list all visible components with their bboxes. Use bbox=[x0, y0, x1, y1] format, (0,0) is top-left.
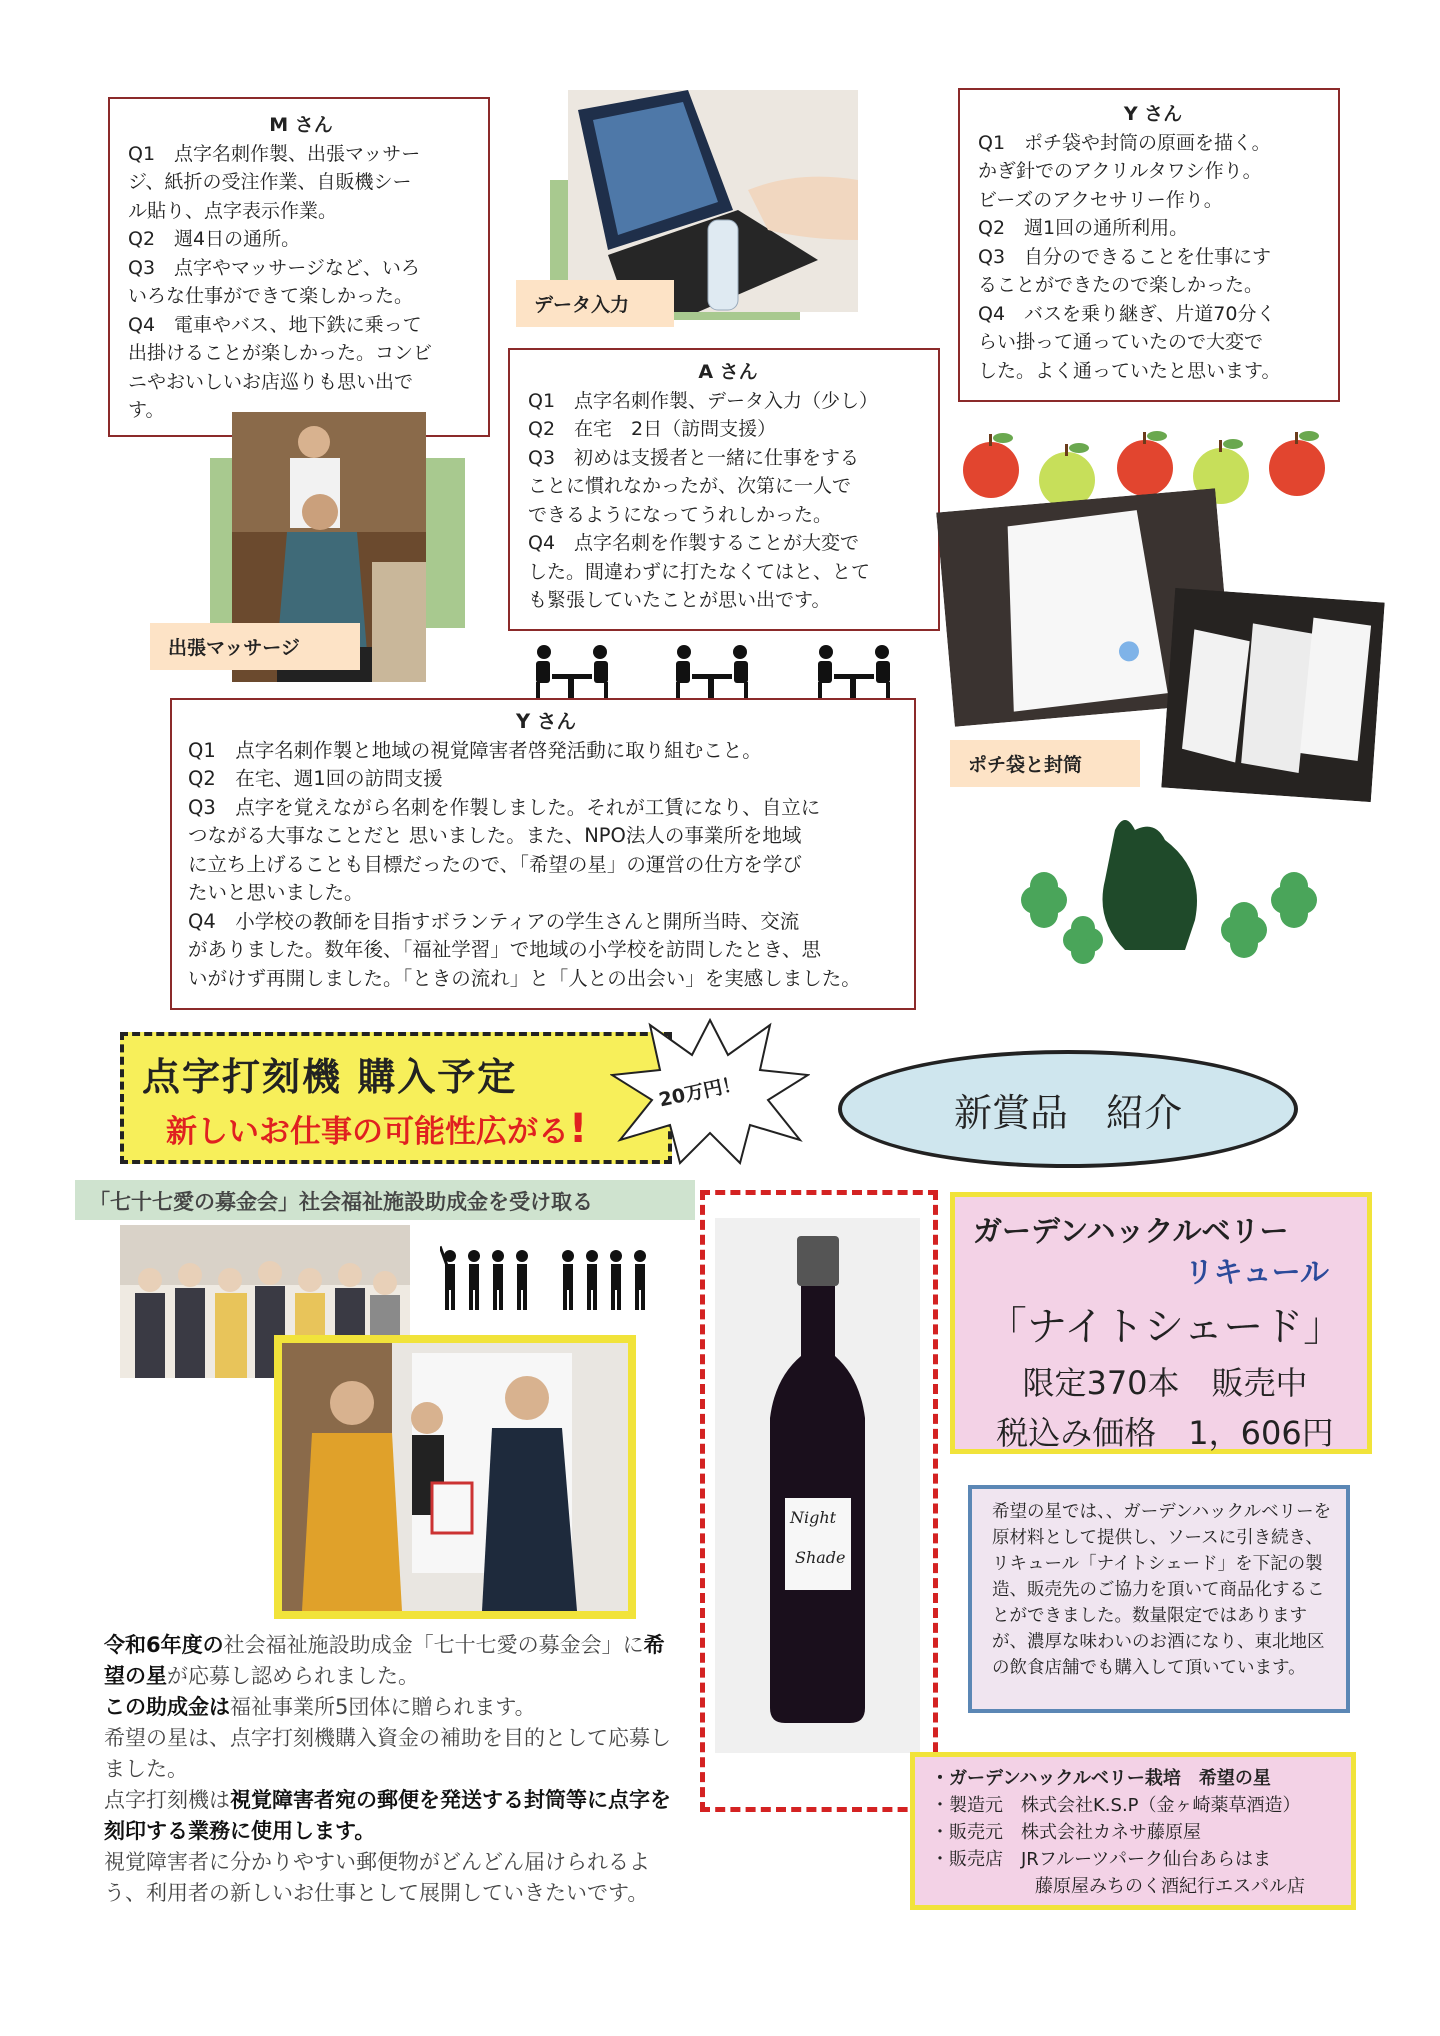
info-row: ・販売元 株式会社カネサ藤原屋 bbox=[931, 1822, 1201, 1843]
interview-body: Q1 点字名刺作製と地域の視覚障害者啓発活動に取り組むこと。 Q2 在宅、週1回の訪問支援 Q3 点字を覚えながら名刺を作製しました。それが工賃になり、自立に つながる大事なことだと 思いました。また、NPO法人の事業所を地域 に立ち上げることも目標だったので、「希望の星」の運営の仕方を学び たいと思いました。 Q4 小学校の教師を目指すボランティアの学生さんと開所当時、交流 がありました。数年後、「福祉学習」で地域の小学校を訪問したとき、思 いがけず再開しました。「ときの流れ」と「人との出会い」を実感しました。 bbox=[188, 738, 861, 990]
grant-paragraph-3: 希望の星は、点字打刻機購入資金の補助を目的として応募しました。 bbox=[104, 1726, 671, 1781]
info-row: ・販売店 JRフルーツパーク仙台あらはま bbox=[931, 1849, 1272, 1870]
clover-cat-illustration bbox=[1005, 810, 1325, 980]
product-line-1: ガーデンハックルベリー bbox=[973, 1214, 1289, 1248]
grant-headline: 「七十七愛の募金会」社会福祉施設助成金を受け取る bbox=[75, 1180, 695, 1220]
product-name: 「ナイトシェード」 bbox=[986, 1304, 1344, 1350]
product-card bbox=[950, 1192, 1372, 1454]
price-burst bbox=[610, 1015, 810, 1165]
info-row: 藤原屋みちのく酒紀行エスパル店 bbox=[1035, 1876, 1305, 1897]
meeting-icon bbox=[536, 645, 608, 698]
apple-icon bbox=[1117, 431, 1173, 496]
product-limited: 限定370本 販売中 bbox=[1022, 1364, 1308, 1402]
interview-box-y1 bbox=[958, 88, 1340, 402]
product-description: 希望の星では、、ガーデンハックルベリーを原材料として提供し、ソースに引き続き、リキュール「ナイトシェード」を下記の製造、販売先のご協力を頂いて商品化することができました。数量限定ではありますが、濃厚な味わいのお酒になり、東北地区の飲食店舗でも購入して頂いています。 bbox=[968, 1485, 1350, 1713]
interview-box-y2 bbox=[170, 698, 916, 1010]
banner-subtitle: 新しいお仕事の可能性広がる! bbox=[166, 1106, 588, 1152]
product-photo-frame-left bbox=[700, 1190, 705, 1812]
caption-data-input: データ入力 bbox=[516, 280, 674, 327]
braille-machine-banner bbox=[120, 1032, 672, 1164]
info-row: ・ガーデンハックルベリー栽培 希望の星 bbox=[931, 1768, 1271, 1789]
grant-description bbox=[104, 1630, 684, 1909]
liqueur-bottle-photo bbox=[715, 1218, 920, 1753]
new-product-header: 新賞品 紹介 bbox=[838, 1050, 1298, 1168]
apple-icon bbox=[1269, 431, 1325, 496]
info-row: ・製造元 株式会社K.S.P（金ヶ崎薬草酒造） bbox=[931, 1795, 1301, 1816]
interview-body: Q1 点字名刺作製、データ入力（少し） Q2 在宅 2日（訪問支援） Q3 初めは支援者と一緒に仕事をする ことに慣れなかったが、次第に一人で できるようになってうれしかった。 Q4 点字名刺を作製することが大変で した。間違わずに打たなくてはと、とて も緊張していたことが思い出です。 bbox=[528, 389, 879, 611]
envelope-photo-2 bbox=[1161, 588, 1384, 802]
interview-body: Q1 ポチ袋や封筒の原画を描く。 かぎ針でのアクリルタワシ作り。 ビーズのアクセサリー作り。 Q2 週1回の通所利用。 Q3 自分のできることを仕事にす ることができたので楽しかった。 Q4 バスを乗り継ぎ、片道70分く らい掛って通っていたので大変で した。よく通っていたと思います。 bbox=[978, 131, 1281, 382]
grant-paragraph-5: 視覚障害者に分かりやすい郵便物がどんどん届けられるよう、利用者の新しいお仕事として展開していきたいです。 bbox=[104, 1850, 650, 1905]
apple-icon bbox=[1039, 443, 1095, 508]
grant-paragraph-1: 令和6年度の社会福祉施設助成金「七十七愛の募金会」に希望の星が応募し認められました。 bbox=[104, 1633, 665, 1688]
bottle-label-text-1: Night bbox=[790, 1508, 837, 1527]
apple-icon bbox=[963, 433, 1019, 498]
interview-box-a bbox=[508, 348, 940, 631]
bottle-label-text-2: Shade bbox=[795, 1548, 846, 1567]
grant-paragraph-4: 点字打刻機は視覚障害者宛の郵便を発送する封筒等に点字を刻印する業務に使用します。 bbox=[104, 1788, 671, 1843]
meeting-icons bbox=[532, 642, 912, 700]
product-price: 税込み価格 1，606円 bbox=[996, 1414, 1334, 1452]
interview-name: Y さん bbox=[1123, 103, 1183, 125]
interview-name: M さん bbox=[269, 114, 333, 136]
clover-icon bbox=[1021, 872, 1067, 928]
caption-massage: 出張マッサージ bbox=[150, 623, 360, 670]
caption-envelopes: ポチ袋と封筒 bbox=[950, 740, 1140, 787]
interview-body: Q1 点字名刺作製、出張マッサー ジ、紙折の受注作業、自販機シー ル貼り、点字表示作業。 Q2 週4日の通所。 Q3 点字やマッサージなど、いろ いろな仕事ができて楽しかった。 Q4 電車やバス、地下鉄に乗って 出掛けることが楽しかった。コンビ ニやおいしいお店巡りも思い出で す。 bbox=[128, 142, 433, 421]
burst-text: 20万円！ bbox=[656, 1072, 744, 1112]
cheering-people-icons bbox=[440, 1242, 660, 1312]
banner-title: 点字打刻機 購入予定 bbox=[142, 1055, 518, 1099]
presentation-photo bbox=[282, 1343, 628, 1611]
interview-box-m bbox=[108, 97, 490, 437]
product-info-card bbox=[910, 1752, 1356, 1910]
product-line-2: リキュール bbox=[1184, 1255, 1329, 1289]
interview-name: A さん bbox=[698, 361, 758, 383]
presentation-photo-frame bbox=[274, 1335, 636, 1619]
interview-name: Y さん bbox=[516, 710, 576, 733]
data-input-photo bbox=[568, 90, 858, 312]
grant-paragraph-2: この助成金は福祉事業所5団体に贈られます。 bbox=[104, 1695, 536, 1719]
